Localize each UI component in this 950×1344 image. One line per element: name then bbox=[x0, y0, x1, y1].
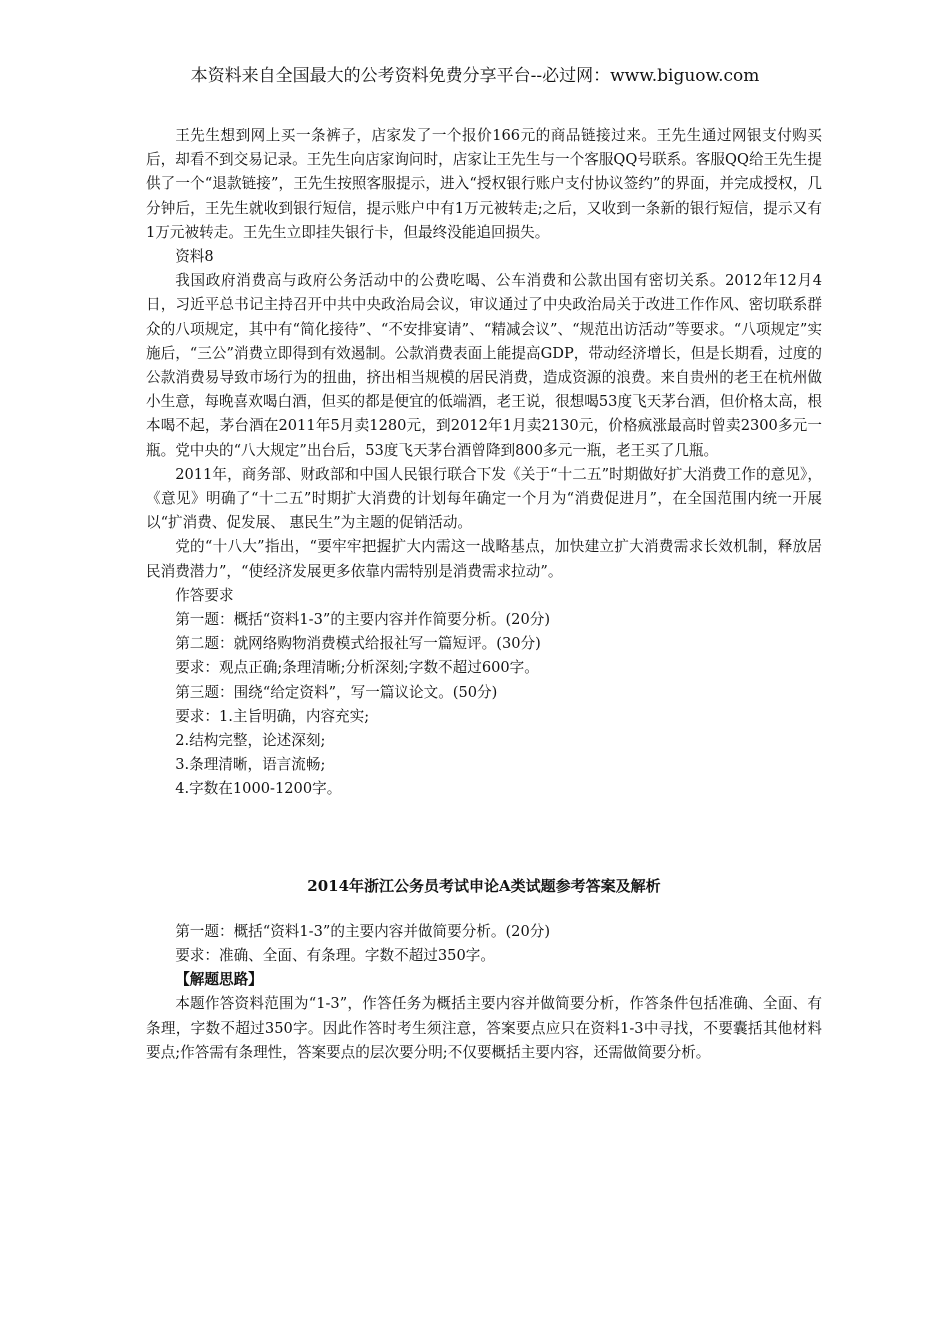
approach-label: 【解题思路】 bbox=[175, 971, 263, 989]
material7-paragraph: 王先生想到网上买一条裤子，店家发了一个报价166元的商品链接过来。王先生通过网银支付购买后，却看不到交易记录。王先生向店家询问时，店家让王先生与一个客服QQ号联系。客服QQ给王先生提供了一个“退款链接”，王先生按照客服提示，进入“授权银行账户支付协议签约”的界面，并完成授权，几分钟后，王先生就收到银行短信，提示账户中有1万元被转走;之后，又收到一条新的银行短信，提示又有1万元被转走。王先生立即挂失银行卡，但最终没能追回损失。 bbox=[146, 127, 822, 241]
material8-paragraph-1: 我国政府消费高与政府公务活动中的公费吃喝、公车消费和公款出国有密切关系。2012年12月4日，习近平总书记主持召开中共中央政治局会议，审议通过了中央政治局关于改进工作作风、密切联系群众的八项规定，其中有“简化接待”、“不安排宴请”、“精减会议”、“规范出访活动”等要求。“八项规定”实施后，“三公”消费立即得到有效遏制。公款消费表面上能提高GDP，带动经济增长，但是长期看，过度的公款消费易导致市场行为的扭曲，挤出相当规模的居民消费，造成资源的浪费。来自贵州的老王在杭州做小生意，每晚喜欢喝白酒，但买的都是便宜的低端酒，老王说，很想喝53度飞天茅台酒，但价格太高，根本喝不起，茅台酒在2011年5月卖1280元，到2012年1月卖2130元，价格疯涨最高时曾卖2300多元一瓶。党中央的“八大规定”出台后，53度飞天茅台酒曾降到800多元一瓶，老王买了几瓶。 bbox=[146, 272, 822, 459]
question-3-requirement-2: 2.结构完整，论述深刻; bbox=[175, 732, 326, 750]
question-2: 第二题：就网络购物消费模式给报社写一篇短评。(30分) bbox=[175, 635, 541, 653]
question-3-requirement-4: 4.字数在1000-1200字。 bbox=[175, 780, 342, 798]
section-spacer bbox=[146, 802, 822, 874]
question-3: 第三题：围绕“给定资料”，写一篇议论文。(50分) bbox=[175, 683, 498, 701]
question-2-requirement: 要求：观点正确;条理清晰;分析深刻;字数不超过600字。 bbox=[175, 659, 539, 677]
question-3-requirement-3: 3.条理清晰，语言流畅; bbox=[175, 756, 326, 774]
page-header: 本资料来自全国最大的公考资料免费分享平台--必过网：www.biguow.com bbox=[190, 66, 760, 86]
title-spacer bbox=[146, 898, 822, 920]
question-3-requirement-1: 要求：1.主旨明确，内容充实; bbox=[175, 707, 370, 725]
material8-paragraph-2: 2011年，商务部、财政部和中国人民银行联合下发《关于“十二五”时期做好扩大消费工作的意见》，《意见》明确了“十二五”时期扩大消费的计划每年确定一个月为“消费促进月”，在全国范围内统一开展以“扩消费、促发展、 惠民生”为主题的促销活动。 bbox=[146, 465, 822, 532]
material8-label: 资料8 bbox=[175, 248, 214, 266]
approach-text: 本题作答资料范围为“1-3”，作答任务为概括主要内容并做简要分析，作答条件包括准确、全面、有条理，字数不超过350字。因此作答时考生须注意，答案要点应只在资料1-3中寻找，不要囊括其他材料要点;作答需有条理性，答案要点的层次要分明;不仅要概括主要内容，还需做简要分析。 bbox=[146, 995, 822, 1061]
question-1: 第一题：概括“资料1-3”的主要内容并作简要分析。(20分) bbox=[175, 611, 551, 629]
document-body bbox=[146, 124, 822, 1065]
answer-question-1: 第一题：概括“资料1-3”的主要内容并做简要分析。(20分) bbox=[175, 922, 551, 940]
material8-paragraph-3: 党的“十八大”指出，“要牢牢把握扩大内需这一战略基点，加快建立扩大消费需求长效机制，释放居民消费潜力”，“使经济发展更多依靠内需特别是消费需求拉动”。 bbox=[146, 538, 822, 580]
requirements-heading: 作答要求 bbox=[175, 586, 234, 604]
answer-question-1-requirement: 要求：准确、全面、有条理。字数不超过350字。 bbox=[175, 946, 495, 964]
answers-title: 2014年浙江公务员考试申论A类试题参考答案及解析 bbox=[307, 876, 661, 895]
